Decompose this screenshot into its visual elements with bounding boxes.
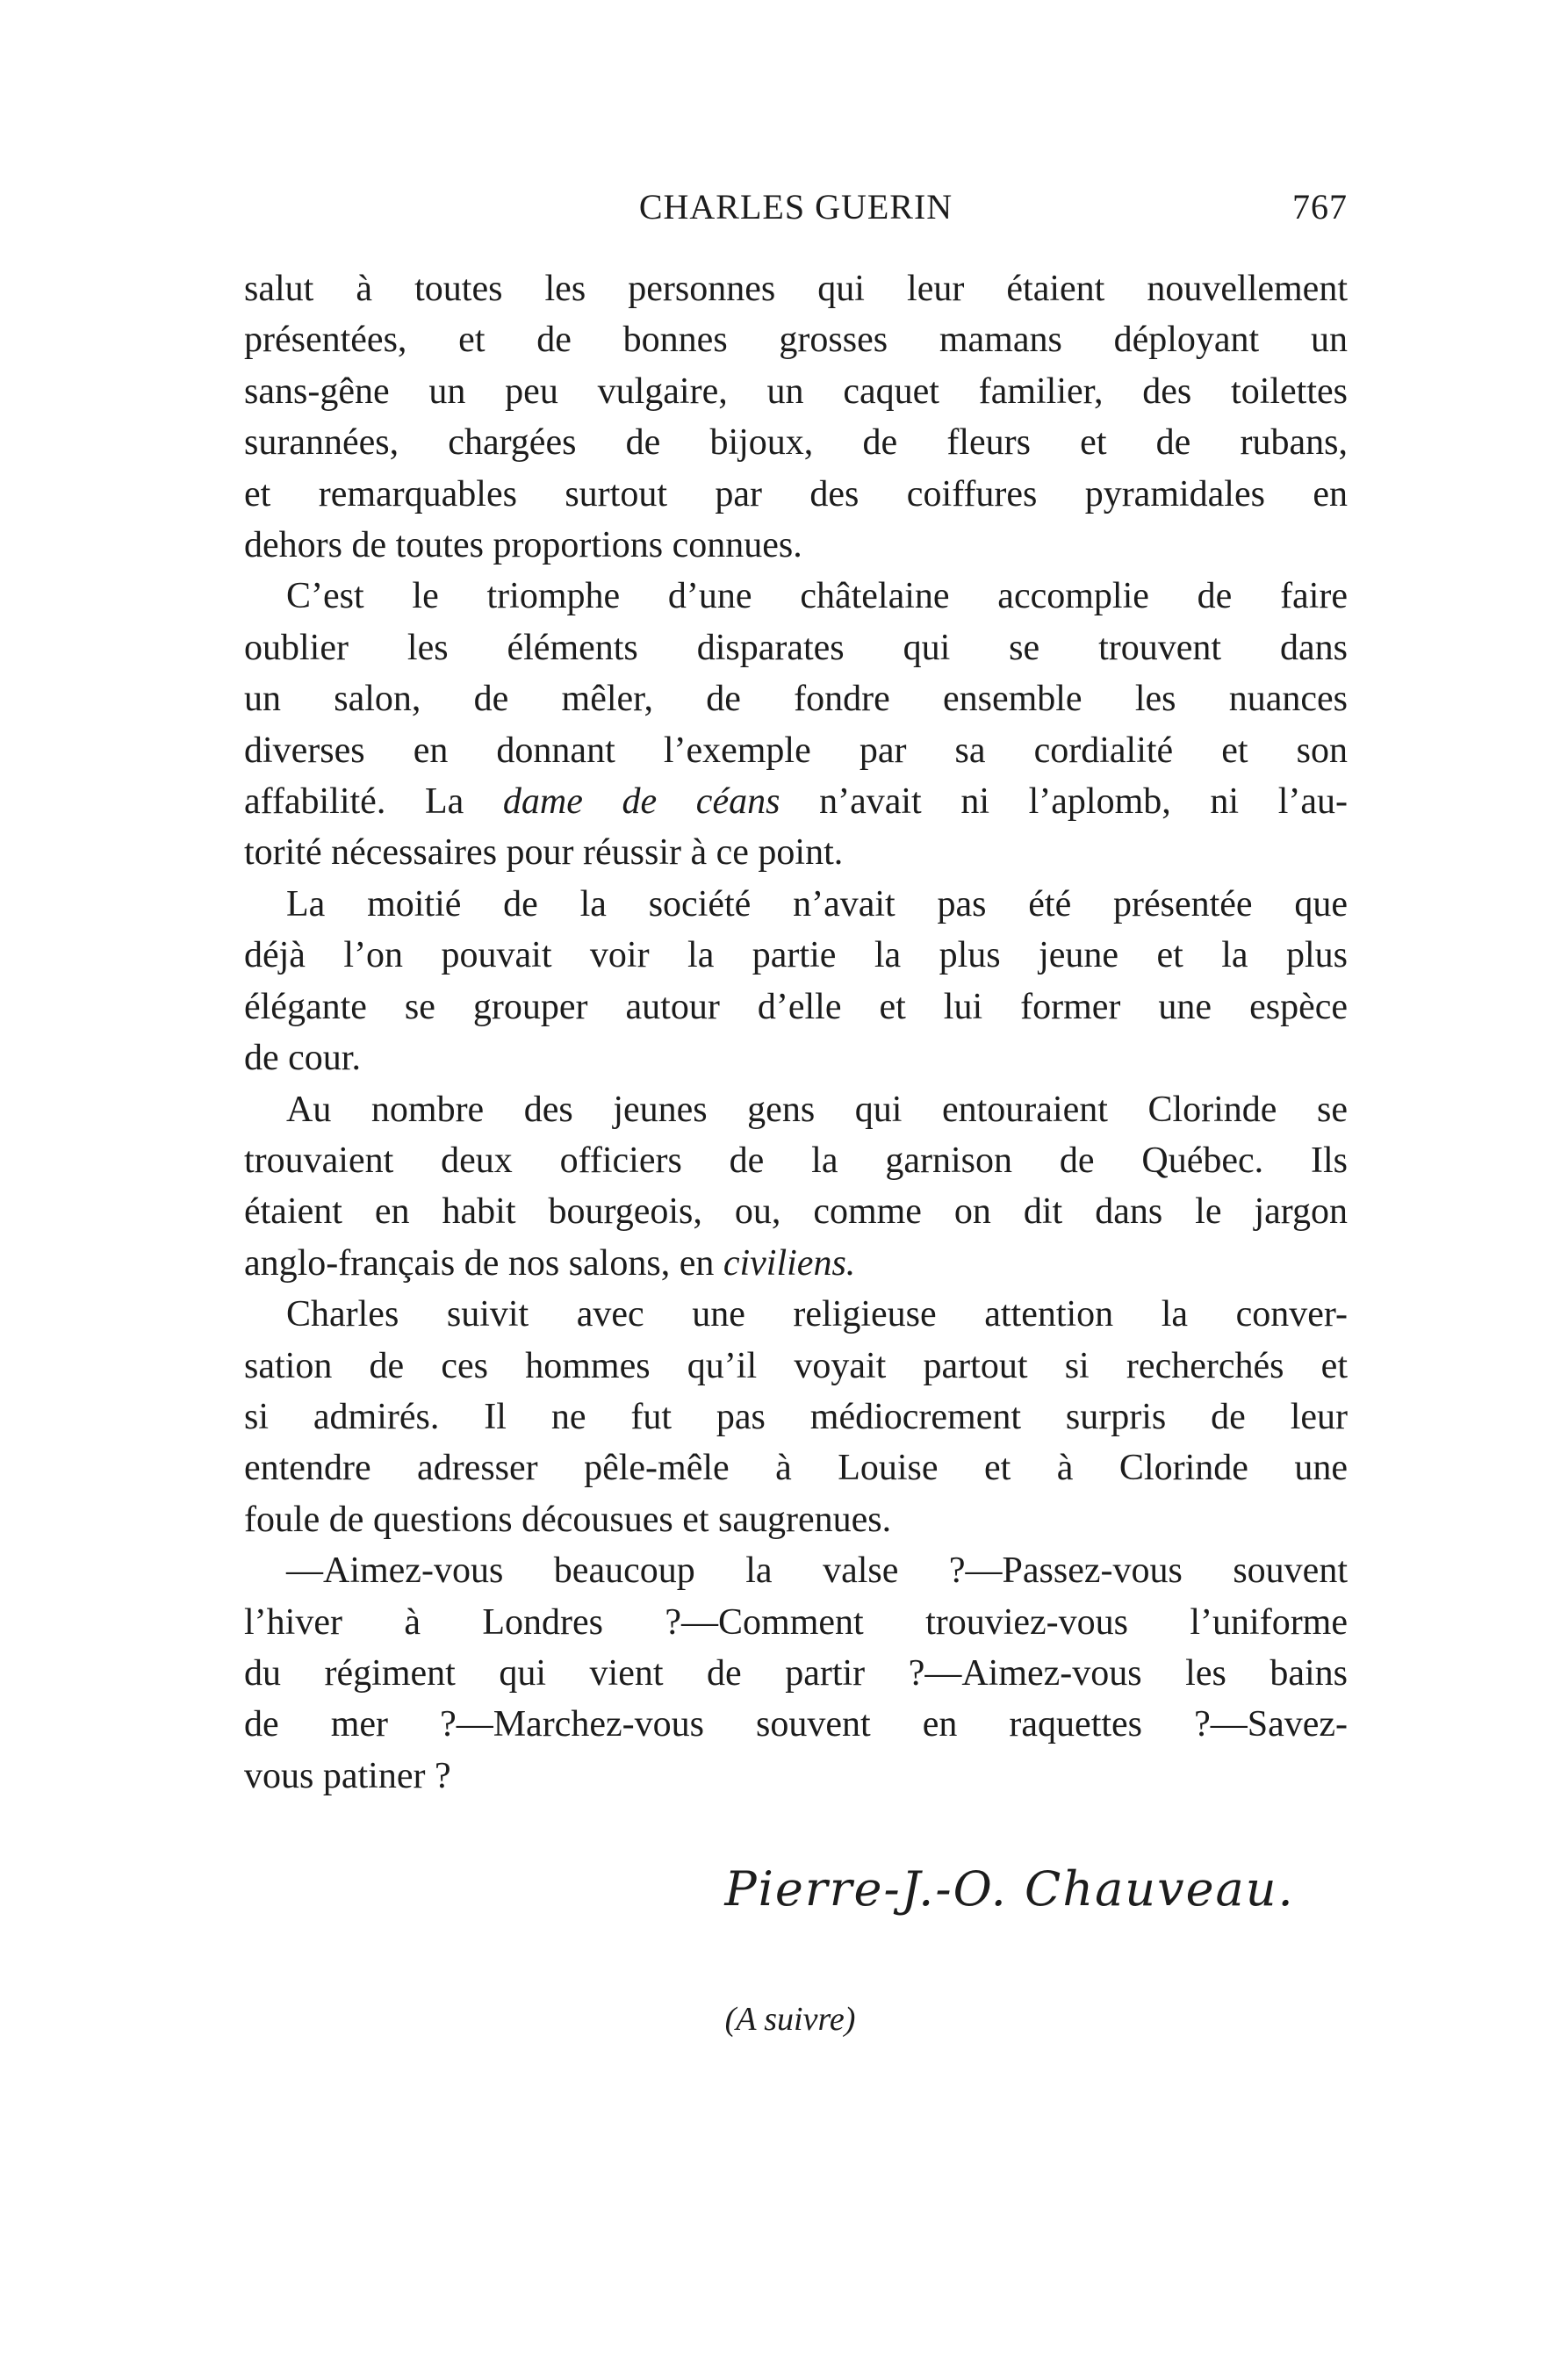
running-head [244, 186, 1348, 239]
text-run: n’avait ni l’aplomb, ni l’au- [819, 781, 1348, 823]
text-line: sans-gêne un peu vulgaire, un caquet familier, des toilettes [244, 370, 1348, 412]
text-line: torité nécessaires pour réussir à ce point. [244, 832, 844, 874]
text-line: entendre adresser pêle-mêle à Louise et à Clorinde une [244, 1448, 1348, 1489]
text-line: l’hiver à Londres ?—Comment trouviez-vous l’uniforme [244, 1601, 1348, 1643]
text-run: anglo-français de nos salons, en [244, 1242, 715, 1284]
italic-phrase: dame de céans [502, 781, 780, 823]
text-line: et remarquables surtout par des coiffures pyramidales en [244, 473, 1348, 514]
continued-note: (A suivre) [724, 2001, 856, 2038]
page-number: 767 [1292, 187, 1348, 227]
running-title: CHARLES GUERIN [638, 187, 953, 227]
text-line-mixed [244, 1238, 1348, 1289]
italic-word: civiliens. [723, 1242, 856, 1284]
text-line-mixed [244, 776, 1348, 827]
body-text [244, 263, 1348, 1802]
text-line: C’est le triomphe d’une châtelaine accomplie de faire [286, 576, 1348, 617]
text-run: affabilité. La [244, 781, 464, 823]
text-line: vous patiner ? [244, 1755, 451, 1796]
text-line: de cour. [244, 1038, 361, 1079]
text-line: trouvaient deux officiers de la garnison de Québec. Ils [244, 1140, 1348, 1181]
text-line: oublier les éléments disparates qui se trouvent dans [244, 627, 1348, 668]
text-line: —Aimez-vous beaucoup la valse ?—Passez-vous souvent [286, 1550, 1348, 1592]
text-line: La moitié de la société n’avait pas été présentée que [286, 883, 1348, 924]
text-line: un salon, de mêler, de fondre ensemble les nuances [244, 679, 1348, 720]
text-line: étaient en habit bourgeois, ou, comme on dit dans le jargon [244, 1191, 1348, 1233]
text-line: foule de questions décousues et saugrenues. [244, 1499, 892, 1540]
text-line: surannées, chargées de bijoux, de fleurs et de rubans, [244, 422, 1348, 464]
text-line: déjà l’on pouvait voir la partie la plus jeune et la plus [244, 935, 1348, 976]
text-line: de mer ?—Marchez-vous souvent en raquettes ?—Savez- [244, 1704, 1348, 1745]
text-line: Au nombre des jeunes gens qui entouraient Clorinde se [286, 1089, 1348, 1130]
text-line: Charles suivit avec une religieuse attention la conver- [286, 1294, 1348, 1335]
author-signature: Pierre-J.-O. Chauveau. [724, 1861, 1295, 1917]
text-line: diverses en donnant l’exemple par sa cordialité et son [244, 730, 1348, 771]
text-line: sation de ces hommes qu’il voyait partout si recherchés et [244, 1345, 1348, 1386]
text-line: salut à toutes les personnes qui leur étaient nouvellement [244, 269, 1348, 309]
text-line: élégante se grouper autour d’elle et lui former une espèce [244, 986, 1348, 1027]
text-line: si admirés. Il ne fut pas médiocrement surpris de leur [244, 1396, 1348, 1437]
text-line: du régiment qui vient de partir ?—Aimez-vous les bains [244, 1652, 1348, 1694]
text-line: dehors de toutes proportions connues. [244, 525, 802, 566]
text-line: présentées, et de bonnes grosses mamans déployant un [244, 320, 1348, 361]
